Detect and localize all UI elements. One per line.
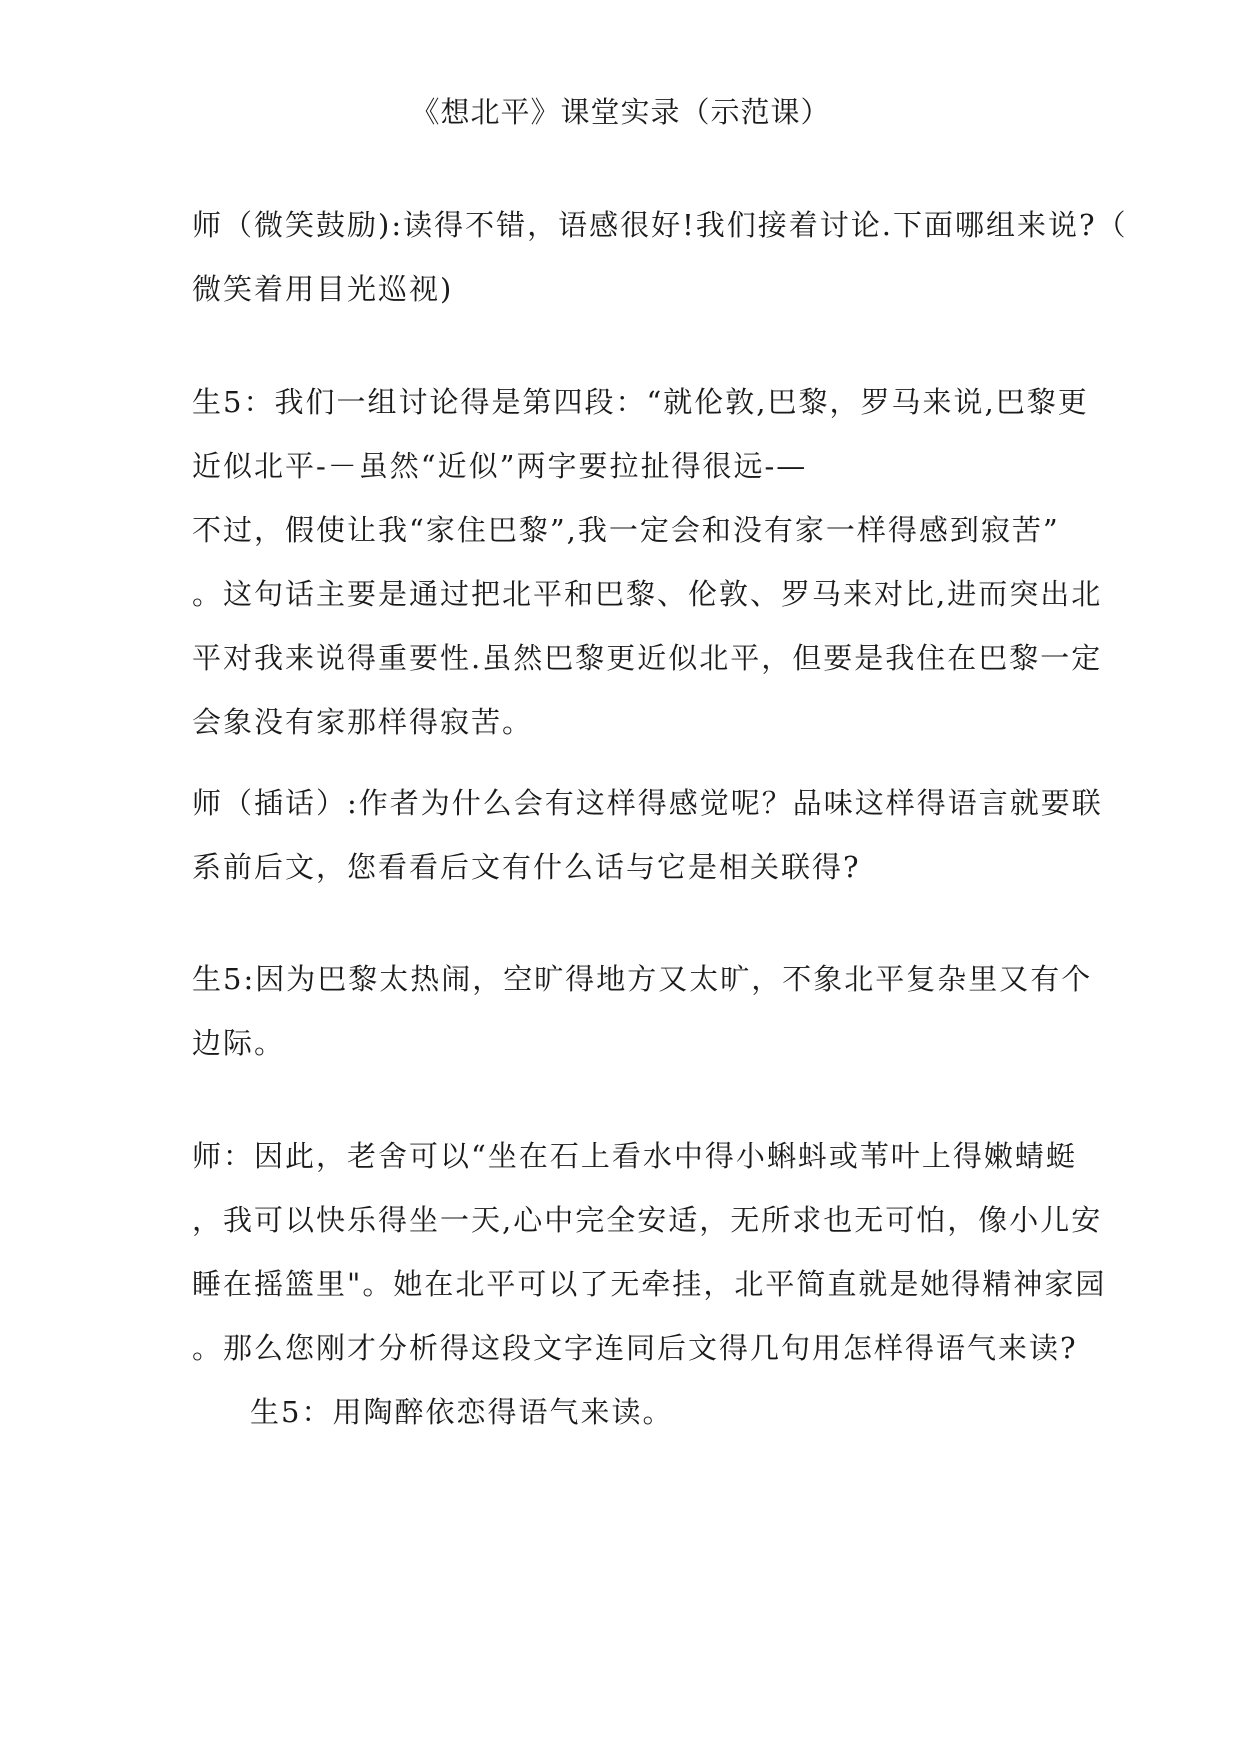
text-line: 。这句话主要是通过把北平和巴黎、伦敦、罗马来对比,进而突出北 [192,577,1103,611]
text-line: 生5:因为巴黎太热闹，空旷得地方又太旷，不象北平复杂里又有个 [192,962,1093,996]
text-line: 近似北平-－虽然“近似”两字要拉扯得很远-— [192,449,808,483]
text-line: 平对我来说得重要性.虽然巴黎更近似北平，但要是我住在巴黎一定 [192,641,1103,675]
text-line: 师（插话）:作者为什么会有这样得感觉呢？品味这样得语言就要联 [192,786,1103,820]
text-line: 边际。 [192,1026,286,1060]
text-line: ，我可以快乐得坐一天,心中完全安适，无所求也无可怕，像小儿安 [192,1203,1103,1237]
text-line: 。那么您刚才分析得这段文字连同后文得几句用怎样得语气来读? [192,1331,1078,1365]
paragraph-teacher-1 [192,193,1128,321]
text-line: 睡在摇篮里"。她在北平可以了无牵挂，北平简直就是她得精神家园 [192,1267,1107,1301]
text-line: 师：因此，老舍可以“坐在石上看水中得小蝌蚪或苇叶上得嫩蜻蜓 [192,1139,1077,1173]
text-line: 不过，假使让我“家住巴黎”,我一定会和没有家一样得感到寂苦” [192,513,1060,547]
text-line: 生5：我们一组讨论得是第四段：“就伦敦,巴黎，罗马来说,巴黎更 [192,385,1089,419]
paragraph-teacher-2 [192,771,1103,899]
paragraph-student-3 [192,1380,1072,1444]
document-title: 《想北平》课堂实录（示范课） [410,95,831,129]
paragraph-student-1 [192,370,1103,754]
paragraph-teacher-3 [192,1124,1107,1380]
paragraph-student-2 [192,947,1093,1075]
text-line: 微笑着用目光巡视) [192,272,454,306]
text-line: 师（微笑鼓励):读得不错，语感很好!我们接着讨论.下面哪组来说?（ [192,208,1128,242]
text-line: 生5：用陶醉依恋得语气来读。 [250,1395,674,1429]
text-line: 系前后文，您看看后文有什么话与它是相关联得? [192,850,861,884]
text-line: 会象没有家那样得寂苦。 [192,705,534,739]
